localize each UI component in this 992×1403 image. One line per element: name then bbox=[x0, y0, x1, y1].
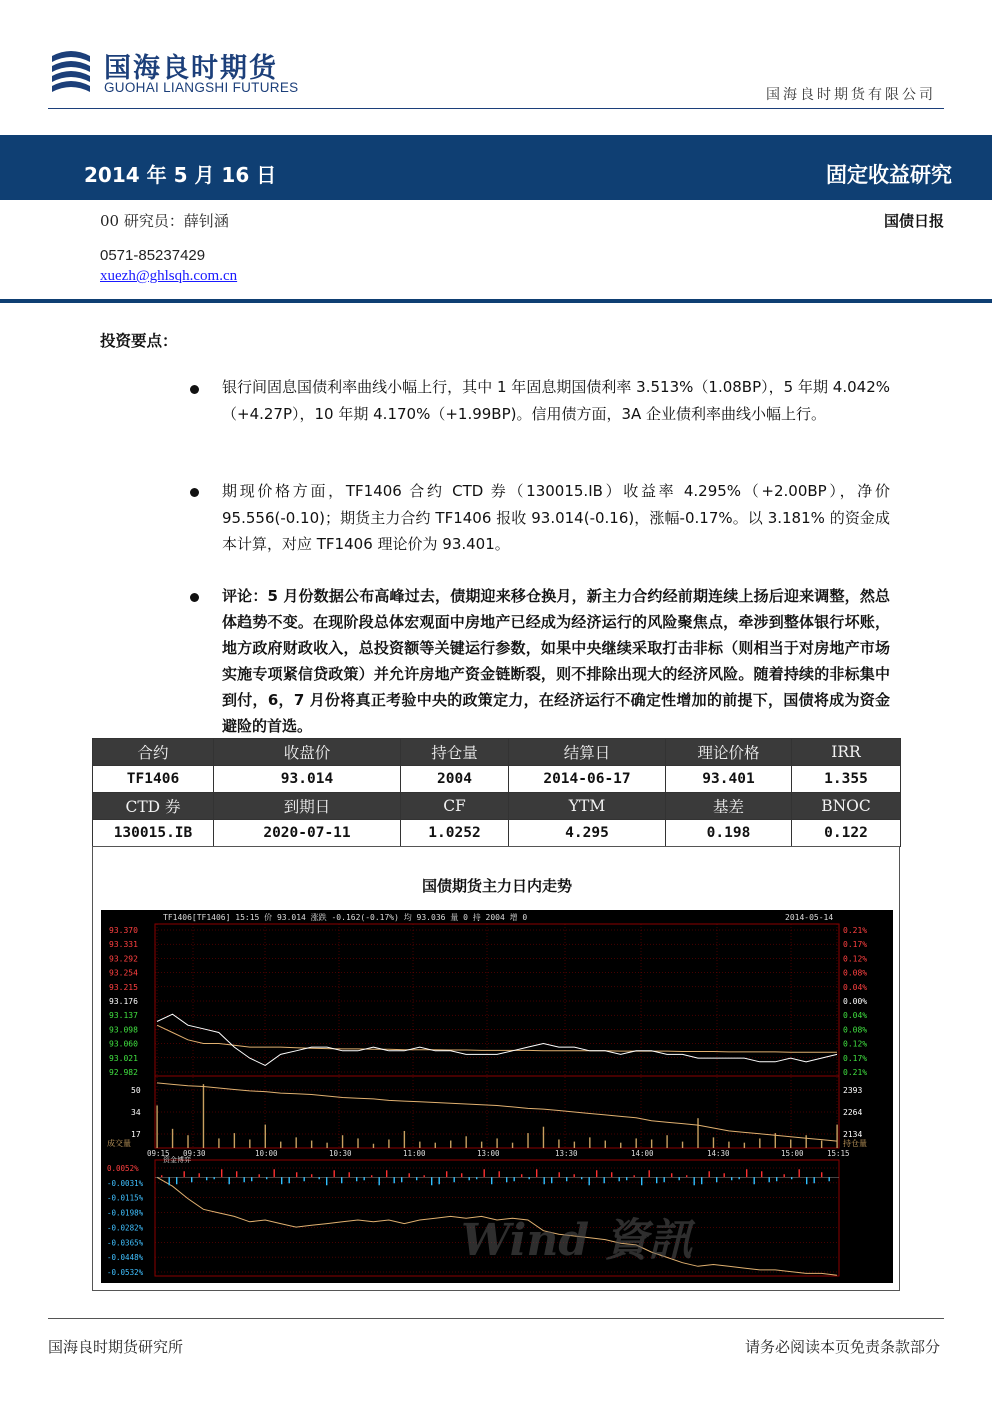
volume-bar bbox=[682, 1142, 683, 1148]
flow-bar bbox=[446, 1171, 447, 1177]
intraday-chart bbox=[101, 910, 893, 1283]
flow-bar bbox=[409, 1173, 410, 1177]
flow-bar bbox=[686, 1175, 687, 1177]
volume-bar bbox=[172, 1129, 173, 1148]
bullet-icon bbox=[190, 382, 204, 396]
volume-bar bbox=[342, 1135, 343, 1148]
flow-bar bbox=[574, 1174, 575, 1177]
table-header-cell: YTM bbox=[509, 793, 666, 820]
time-tick-label: 13:30 bbox=[555, 1149, 578, 1158]
flow-bar bbox=[716, 1177, 717, 1182]
table-header-cell: 基差 bbox=[666, 793, 792, 820]
price-tick-label: 93.137 bbox=[109, 1011, 138, 1021]
table-header-cell: 合约 bbox=[93, 739, 214, 766]
volume-bar bbox=[481, 1142, 482, 1148]
flow-bar bbox=[506, 1177, 507, 1182]
flow-bar bbox=[634, 1175, 635, 1177]
chart-container bbox=[92, 846, 900, 1291]
flow-bar bbox=[589, 1177, 590, 1185]
flow-bar bbox=[799, 1169, 800, 1177]
key-point-rates: 银行间固息国债利率曲线小幅上行，其中 1 年固息期国债利率 3.513%（1.08BP），5 年期 4.042%（+4.27P），10 年期 4.170%（+1.99BP)。信用债方面，3A 企业债利率曲线小幅上行。 bbox=[222, 378, 890, 423]
flow-bar bbox=[349, 1172, 350, 1177]
table-header-row bbox=[93, 739, 901, 766]
price-tick-label: 93.331 bbox=[109, 940, 138, 950]
price-tick-label: 93.021 bbox=[109, 1053, 138, 1063]
flow-bar bbox=[694, 1177, 695, 1185]
flow-bar bbox=[169, 1177, 170, 1185]
volume-bar bbox=[558, 1139, 559, 1148]
flow-bar bbox=[244, 1177, 245, 1182]
volume-bar bbox=[357, 1138, 358, 1148]
table-header-cell: 理论价格 bbox=[666, 739, 792, 766]
change-tick-label: 0.17% bbox=[843, 1053, 868, 1063]
volume-bar bbox=[156, 1105, 157, 1148]
chart-date: 2014-05-14 bbox=[785, 913, 834, 922]
flow-bar bbox=[371, 1175, 372, 1177]
flow-bar bbox=[386, 1170, 387, 1177]
table-header-row bbox=[93, 793, 901, 820]
flow-bar bbox=[191, 1177, 192, 1182]
volume-bar bbox=[435, 1143, 436, 1148]
table-header-cell: 收盘价 bbox=[214, 739, 401, 766]
bullet-icon bbox=[190, 590, 204, 604]
flow-bar bbox=[806, 1177, 807, 1184]
change-tick-label: 0.12% bbox=[843, 954, 868, 964]
footer-institute: 国海良时期货研究所 bbox=[48, 1338, 184, 1356]
flow-bar bbox=[739, 1177, 740, 1179]
flow-bar bbox=[544, 1177, 545, 1184]
flow-bar bbox=[656, 1177, 657, 1183]
flow-bar bbox=[551, 1177, 552, 1183]
flow-tick-label: -0.0031% bbox=[107, 1178, 144, 1188]
flow-bar bbox=[829, 1177, 830, 1181]
table-header-cell: BNOC bbox=[792, 793, 901, 820]
table-header-cell: 持仓量 bbox=[401, 739, 509, 766]
price-tick-label: 93.176 bbox=[109, 997, 138, 1006]
analyst-name: 00 研究员：薛钊涵 bbox=[100, 212, 229, 230]
volume-bar bbox=[465, 1136, 466, 1148]
report-section: 固定收益研究 bbox=[826, 163, 952, 187]
fund-flow-label: 资金博弈 bbox=[163, 1156, 191, 1164]
flow-bar bbox=[491, 1177, 492, 1184]
flow-bar bbox=[236, 1171, 237, 1177]
volume-bar bbox=[404, 1131, 405, 1148]
table-cell: 93.401 bbox=[666, 766, 792, 793]
volume-bar bbox=[187, 1135, 188, 1148]
open-interest-tick-label: 2264 bbox=[843, 1108, 863, 1117]
volume-bar bbox=[527, 1133, 528, 1148]
flow-bar bbox=[679, 1177, 680, 1180]
flow-bar bbox=[814, 1177, 815, 1183]
table-row bbox=[93, 766, 901, 793]
table-cell: 2004 bbox=[401, 766, 509, 793]
flow-bar bbox=[379, 1177, 380, 1185]
flow-bar bbox=[274, 1169, 275, 1177]
table-cell: 93.014 bbox=[214, 766, 401, 793]
analyst-email-link[interactable]: xuezh@ghlsqh.com.cn bbox=[100, 268, 238, 284]
flow-tick-label: -0.0532% bbox=[107, 1268, 144, 1277]
key-points-title: 投资要点： bbox=[100, 332, 178, 350]
flow-bar bbox=[214, 1177, 215, 1179]
flow-bar bbox=[184, 1171, 185, 1177]
logo-chinese-name: 国海良时期货 bbox=[104, 53, 278, 84]
flow-bar bbox=[821, 1172, 822, 1177]
time-tick-label: 10:30 bbox=[329, 1149, 352, 1158]
volume-bar bbox=[836, 1125, 837, 1148]
time-tick-label: 14:00 bbox=[631, 1149, 654, 1158]
flow-tick-label: -0.0448% bbox=[107, 1253, 144, 1263]
volume-tick-label: 17 bbox=[131, 1130, 141, 1139]
volume-bar bbox=[589, 1137, 590, 1148]
table-cell: 130015.IB bbox=[93, 820, 214, 847]
flow-bar bbox=[761, 1171, 762, 1177]
price-tick-label: 92.982 bbox=[109, 1068, 138, 1077]
table-header-cell: 到期日 bbox=[214, 793, 401, 820]
flow-bar bbox=[566, 1177, 567, 1181]
analyst-phone: 0571-85237429 bbox=[100, 247, 206, 264]
logo-english-name: GUOHAI LIANGSHI FUTURES bbox=[104, 80, 299, 95]
chart-info-line: TF1406[TF1406] 15:15 价 93.014 涨跌 -0.162(-0.17%) 均 93.036 量 0 持 2004 增 0 bbox=[163, 913, 528, 922]
flow-bar bbox=[619, 1177, 620, 1181]
table-header-cell: IRR bbox=[792, 739, 901, 766]
time-tick-label: 11:00 bbox=[403, 1149, 426, 1158]
change-tick-label: 0.08% bbox=[843, 968, 868, 978]
volume-bar bbox=[666, 1135, 667, 1148]
volume-bar bbox=[373, 1144, 374, 1148]
flow-bar bbox=[206, 1177, 207, 1180]
table-cell: TF1406 bbox=[93, 766, 214, 793]
table-cell: 2014-06-17 bbox=[509, 766, 666, 793]
volume-bar bbox=[203, 1084, 204, 1148]
open-interest-tick-label: 2393 bbox=[843, 1086, 863, 1095]
volume-bar bbox=[249, 1139, 250, 1148]
flow-bar bbox=[439, 1177, 440, 1184]
flow-bar bbox=[671, 1173, 672, 1177]
open-interest-label: 持仓量 bbox=[843, 1139, 867, 1148]
flow-bar bbox=[266, 1177, 267, 1179]
flow-bar bbox=[296, 1172, 297, 1177]
change-tick-label: 0.21% bbox=[843, 1068, 868, 1077]
volume-bar bbox=[574, 1142, 575, 1148]
flow-bar bbox=[469, 1177, 470, 1180]
volume-bar bbox=[605, 1141, 606, 1148]
flow-bar bbox=[709, 1171, 710, 1177]
price-tick-label: 93.370 bbox=[109, 926, 138, 935]
flow-bar bbox=[356, 1177, 357, 1181]
flow-bar bbox=[776, 1177, 777, 1181]
flow-bar bbox=[521, 1174, 522, 1177]
flow-bar bbox=[161, 1175, 162, 1177]
flow-bar bbox=[536, 1169, 537, 1177]
volume-bar bbox=[744, 1143, 745, 1148]
flow-bar bbox=[461, 1173, 462, 1177]
time-tick-label: 09:15 bbox=[147, 1149, 170, 1158]
table-cell: 2020-07-11 bbox=[214, 820, 401, 847]
flow-bar bbox=[319, 1177, 320, 1179]
footer-divider bbox=[48, 1318, 944, 1319]
volume-bar bbox=[295, 1137, 296, 1148]
flow-bar bbox=[664, 1177, 665, 1182]
key-point-prices: 期现价格方面，TF1406 合约 CTD 券（130015.IB）收益率 4.295%（+2.00BP），净价 95.556(-0.10)；期货主力合约 TF1406 报收 93.014(-0.16)，涨幅-0.17%。以 3.181% 的资金成本计算，对应 TF1406 理论价为 93.401。 bbox=[222, 482, 890, 553]
price-tick-label: 93.292 bbox=[109, 954, 138, 964]
flow-bar bbox=[784, 1174, 785, 1177]
flow-bar bbox=[581, 1177, 582, 1179]
change-tick-label: 0.08% bbox=[843, 1025, 868, 1035]
flow-bar bbox=[176, 1177, 177, 1184]
time-tick-label: 15:15 bbox=[827, 1149, 850, 1158]
volume-bar bbox=[713, 1137, 714, 1148]
flow-bar bbox=[341, 1177, 342, 1183]
flow-bar bbox=[394, 1177, 395, 1183]
volume-bar bbox=[280, 1142, 281, 1148]
table-cell: 4.295 bbox=[509, 820, 666, 847]
flow-bar bbox=[221, 1169, 222, 1177]
report-type: 国债日报 bbox=[883, 212, 944, 230]
volume-bar bbox=[728, 1142, 729, 1148]
flow-tick-label: -0.0115% bbox=[107, 1193, 144, 1203]
flow-bar bbox=[769, 1177, 770, 1182]
price-tick-label: 93.215 bbox=[109, 982, 138, 992]
table-cell: 1.355 bbox=[792, 766, 901, 793]
open-interest-tick-label: 2134 bbox=[843, 1130, 863, 1139]
flow-bar bbox=[401, 1177, 402, 1182]
flow-bar bbox=[416, 1177, 417, 1180]
volume-bar bbox=[265, 1125, 266, 1148]
price-tick-label: 93.254 bbox=[109, 968, 138, 978]
flow-bar bbox=[281, 1177, 282, 1184]
flow-tick-label: -0.0198% bbox=[107, 1208, 144, 1218]
table-cell: 0.122 bbox=[792, 820, 901, 847]
flow-bar bbox=[649, 1170, 650, 1177]
table-row bbox=[93, 820, 901, 847]
flow-bar bbox=[611, 1172, 612, 1177]
time-tick-label: 14:30 bbox=[707, 1149, 730, 1158]
flow-bar bbox=[304, 1177, 305, 1181]
title-banner bbox=[0, 135, 992, 200]
flow-tick-label: 0.0052% bbox=[107, 1164, 139, 1173]
flow-bar bbox=[701, 1177, 702, 1184]
flow-bar bbox=[746, 1169, 747, 1177]
volume-bar bbox=[388, 1139, 389, 1148]
volume-bar bbox=[234, 1133, 235, 1148]
change-tick-label: 0.17% bbox=[843, 940, 868, 950]
change-tick-label: 0.04% bbox=[843, 982, 868, 992]
company-name: 国海良时期货有限公司 bbox=[766, 87, 936, 103]
flow-tick-label: -0.0282% bbox=[107, 1223, 144, 1233]
table-header-cell: 结算日 bbox=[509, 739, 666, 766]
flow-bar bbox=[259, 1174, 260, 1177]
flow-bar bbox=[724, 1173, 725, 1177]
volume-bar bbox=[543, 1127, 544, 1148]
time-tick-label: 09:30 bbox=[183, 1149, 206, 1158]
flow-bar bbox=[499, 1171, 500, 1177]
flow-bar bbox=[326, 1177, 327, 1185]
flow-bar bbox=[334, 1170, 335, 1177]
volume-bar bbox=[790, 1139, 791, 1148]
time-tick-label: 15:00 bbox=[781, 1149, 804, 1158]
flow-bar bbox=[424, 1175, 425, 1177]
price-tick-label: 93.060 bbox=[109, 1039, 138, 1049]
volume-tick-label: 50 bbox=[131, 1086, 141, 1095]
flow-tick-label: -0.0365% bbox=[107, 1238, 144, 1248]
volume-bar bbox=[450, 1141, 451, 1148]
volume-bar bbox=[419, 1142, 420, 1148]
price-tick-label: 93.098 bbox=[109, 1025, 138, 1035]
flow-bar bbox=[364, 1177, 365, 1180]
company-logo bbox=[48, 46, 338, 102]
time-tick-label: 10:00 bbox=[255, 1149, 278, 1158]
table-cell: 0.198 bbox=[666, 820, 792, 847]
report-date: 2014 年 5 月 16 日 bbox=[84, 163, 277, 187]
flow-bar bbox=[604, 1177, 605, 1183]
volume-bar bbox=[620, 1143, 621, 1148]
key-point-commentary: 评论：5 月份数据公布高峰过去，债期迎来移仓换月，新主力合约经前期连续上扬后迎来调整，然总体趋势不变。在现阶段总体宏观面中房地产已经成为经济运行的风险聚焦点，牵涉到整体银行坏账，地方政府财政收入，总投资额等关键运行参数，如果中央继续采取打击非标（则相当于对房地产市场实施专项紧信贷政策）并允许房地产资金链断裂，则不排除出现大的经济风险。随着持续的非标集中到付，6，7 月份将真正考验中央的政策定力，在经济运行不确定性增加的前提下，国债将成为资金避险的首选。 bbox=[222, 587, 890, 735]
flow-bar bbox=[559, 1172, 560, 1177]
wind-watermark: Wind 資訊 bbox=[461, 1215, 693, 1266]
volume-bar bbox=[512, 1143, 513, 1148]
change-tick-label: 0.00% bbox=[843, 997, 868, 1006]
flow-bar bbox=[641, 1177, 642, 1185]
volume-bar bbox=[697, 1118, 698, 1148]
footer-disclaimer: 请务必阅读本页免责条款部分 bbox=[744, 1338, 940, 1356]
volume-bar bbox=[805, 1135, 806, 1148]
flow-bar bbox=[484, 1169, 485, 1177]
volume-bar bbox=[311, 1141, 312, 1148]
volume-bar bbox=[218, 1138, 219, 1148]
volume-bar bbox=[651, 1139, 652, 1148]
change-tick-label: 0.12% bbox=[843, 1039, 868, 1049]
change-tick-label: 0.21% bbox=[843, 926, 868, 935]
time-tick-label: 13:00 bbox=[477, 1149, 500, 1158]
flow-bar bbox=[791, 1177, 792, 1179]
flow-bar bbox=[596, 1170, 597, 1177]
table-header-cell: CTD 券 bbox=[93, 793, 214, 820]
header-divider bbox=[48, 108, 944, 109]
volume-bar bbox=[635, 1138, 636, 1148]
flow-bar bbox=[626, 1177, 627, 1180]
flow-bar bbox=[311, 1174, 312, 1177]
volume-bar bbox=[496, 1138, 497, 1148]
flow-bar bbox=[229, 1177, 230, 1184]
table-cell: 1.0252 bbox=[401, 820, 509, 847]
flow-bar bbox=[431, 1177, 432, 1185]
volume-bar bbox=[821, 1141, 822, 1148]
flow-bar bbox=[529, 1177, 530, 1179]
volume-bar bbox=[759, 1138, 760, 1148]
volume-tick-label: 34 bbox=[131, 1108, 141, 1117]
table-header-cell: CF bbox=[401, 793, 509, 820]
flow-bar bbox=[514, 1177, 515, 1181]
chart-title: 国债期货主力日内走势 bbox=[421, 877, 572, 895]
volume-label: 成交量 bbox=[107, 1139, 131, 1148]
flow-bar bbox=[454, 1177, 455, 1182]
bullet-icon bbox=[190, 485, 204, 499]
flow-bar bbox=[199, 1173, 200, 1177]
flow-bar bbox=[251, 1177, 252, 1181]
section-divider bbox=[0, 299, 992, 303]
flow-bar bbox=[754, 1177, 755, 1184]
flow-bar bbox=[476, 1177, 477, 1179]
logo-mark-icon bbox=[48, 48, 94, 96]
futures-data-table bbox=[92, 738, 901, 847]
flow-bar bbox=[289, 1177, 290, 1183]
change-tick-label: 0.04% bbox=[843, 1011, 868, 1021]
volume-bar bbox=[326, 1143, 327, 1148]
flow-bar bbox=[731, 1177, 732, 1180]
